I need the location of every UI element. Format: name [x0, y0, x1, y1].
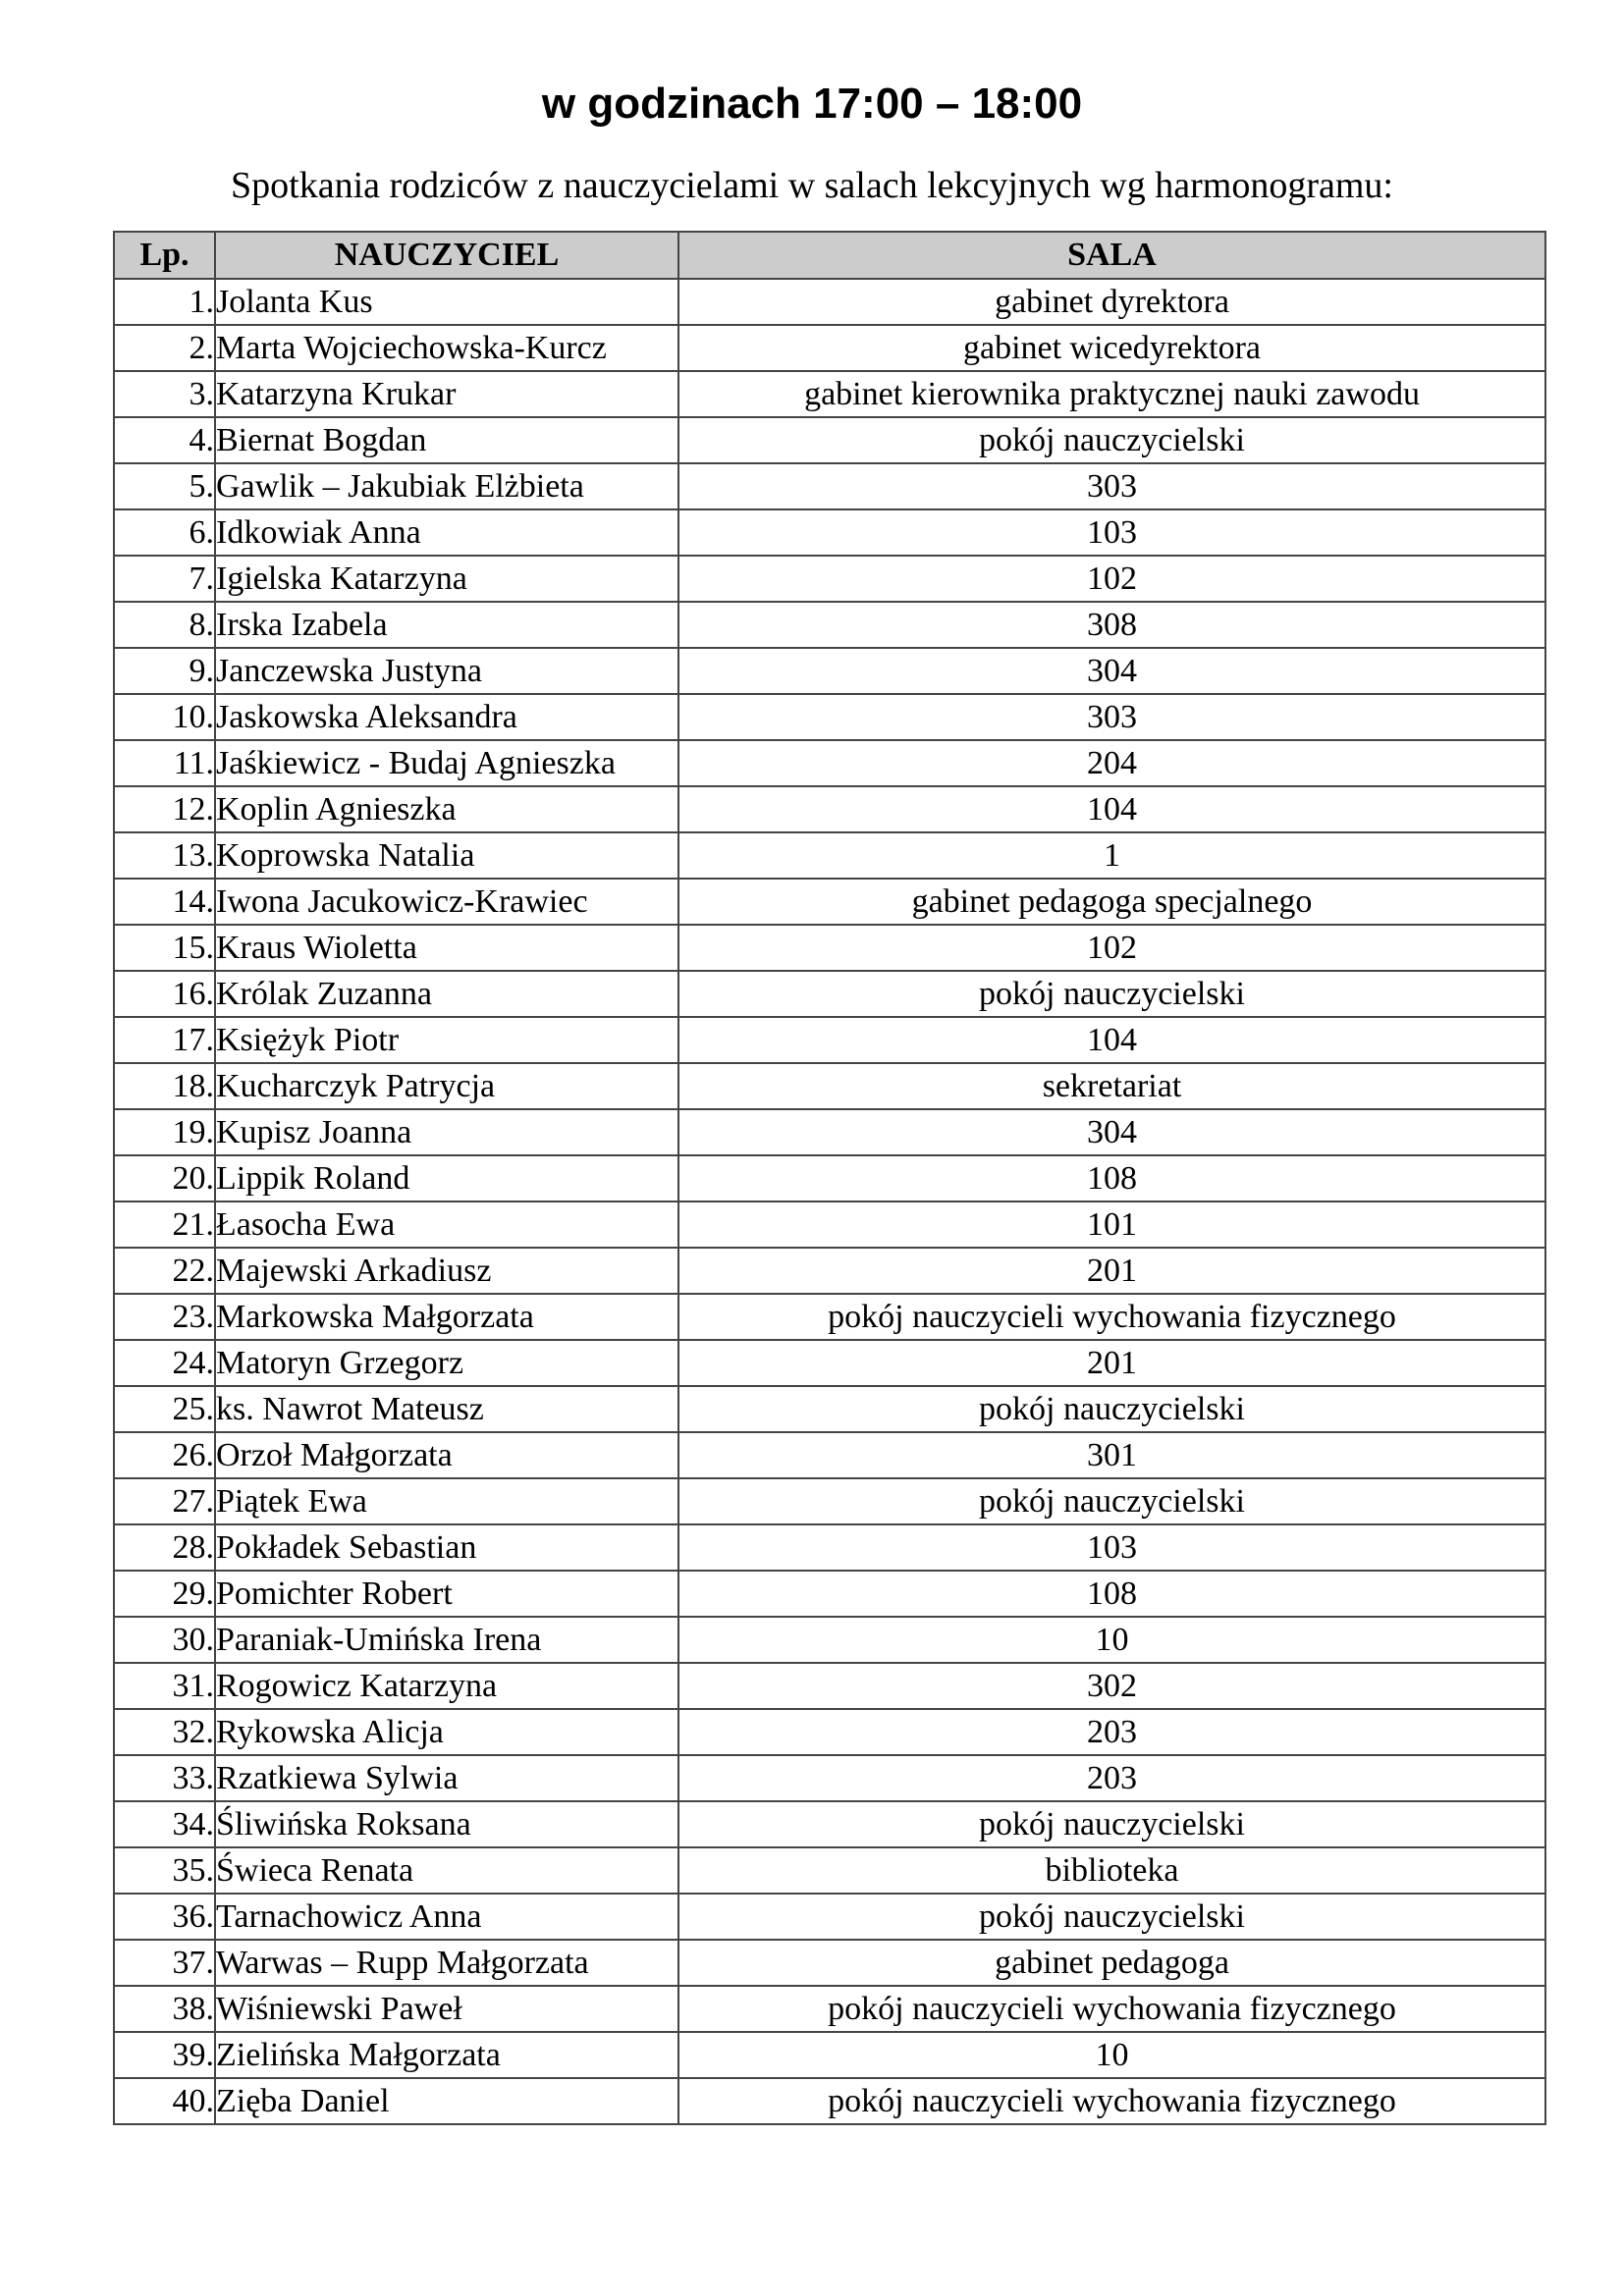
teacher-name: Koplin Agnieszka — [215, 786, 678, 832]
room-name: 204 — [678, 740, 1545, 786]
row-number: 35. — [114, 1847, 215, 1894]
table-row — [114, 1986, 1545, 2032]
room-name: 1 — [678, 832, 1545, 879]
row-number: 36. — [114, 1894, 215, 1940]
table-row — [114, 1801, 1545, 1847]
teacher-name: Pokładek Sebastian — [215, 1524, 678, 1571]
row-number: 24. — [114, 1340, 215, 1386]
teacher-name: Jolanta Kus — [215, 279, 678, 325]
row-number: 5. — [114, 463, 215, 509]
column-header-lp: Lp. — [114, 232, 215, 279]
teacher-name: Gawlik – Jakubiak Elżbieta — [215, 463, 678, 509]
row-number: 29. — [114, 1571, 215, 1617]
row-number: 26. — [114, 1432, 215, 1478]
room-name: 104 — [678, 786, 1545, 832]
table-row — [114, 648, 1545, 694]
row-number: 18. — [114, 1063, 215, 1109]
teacher-name: Zięba Daniel — [215, 2078, 678, 2124]
teacher-name: Księżyk Piotr — [215, 1017, 678, 1063]
room-name: sekretariat — [678, 1063, 1545, 1109]
table-row — [114, 1478, 1545, 1524]
row-number: 23. — [114, 1294, 215, 1340]
room-name: gabinet dyrektora — [678, 279, 1545, 325]
room-name: 303 — [678, 694, 1545, 740]
teacher-name: Pomichter Robert — [215, 1571, 678, 1617]
row-number: 38. — [114, 1986, 215, 2032]
teacher-name: Kupisz Joanna — [215, 1109, 678, 1155]
row-number: 25. — [114, 1386, 215, 1432]
row-number: 31. — [114, 1663, 215, 1709]
row-number: 7. — [114, 556, 215, 602]
teacher-name: Janczewska Justyna — [215, 648, 678, 694]
room-name: 102 — [678, 556, 1545, 602]
room-name: 101 — [678, 1201, 1545, 1248]
teacher-name: Świeca Renata — [215, 1847, 678, 1894]
table-row — [114, 509, 1545, 556]
room-name: gabinet pedagoga — [678, 1940, 1545, 1986]
table-row — [114, 1940, 1545, 1986]
table-row — [114, 1617, 1545, 1663]
room-name: 303 — [678, 463, 1545, 509]
table-row — [114, 832, 1545, 879]
teacher-name: Jaskowska Aleksandra — [215, 694, 678, 740]
teacher-name: Markowska Małgorzata — [215, 1294, 678, 1340]
room-name: 304 — [678, 648, 1545, 694]
page-title: w godzinach 17:00 – 18:00 — [541, 80, 1083, 128]
room-name: 10 — [678, 1617, 1545, 1663]
row-number: 32. — [114, 1709, 215, 1755]
table-row — [114, 1063, 1545, 1109]
row-number: 28. — [114, 1524, 215, 1571]
table-row — [114, 694, 1545, 740]
room-name: 10 — [678, 2032, 1545, 2078]
row-number: 16. — [114, 971, 215, 1017]
teacher-name: Królak Zuzanna — [215, 971, 678, 1017]
table-row — [114, 879, 1545, 925]
table-row — [114, 325, 1545, 371]
table-row — [114, 1847, 1545, 1894]
room-name: 308 — [678, 602, 1545, 648]
page-subtitle: Spotkania rodziców z nauczycielami w salach lekcyjnych wg harmonogramu: — [231, 165, 1393, 206]
teacher-name: Marta Wojciechowska-Kurcz — [215, 325, 678, 371]
row-number: 11. — [114, 740, 215, 786]
column-header-teacher: NAUCZYCIEL — [215, 232, 678, 279]
table-row — [114, 1894, 1545, 1940]
teacher-name: ks. Nawrot Mateusz — [215, 1386, 678, 1432]
row-number: 17. — [114, 1017, 215, 1063]
teacher-name: Kucharczyk Patrycja — [215, 1063, 678, 1109]
row-number: 19. — [114, 1109, 215, 1155]
table-row — [114, 463, 1545, 509]
table-row — [114, 786, 1545, 832]
table-body — [114, 279, 1545, 2124]
table-row — [114, 1524, 1545, 1571]
teacher-name: Rogowicz Katarzyna — [215, 1663, 678, 1709]
room-name: 301 — [678, 1432, 1545, 1478]
room-name: pokój nauczycieli wychowania fizycznego — [678, 2078, 1545, 2124]
teacher-name: Idkowiak Anna — [215, 509, 678, 556]
teacher-name: Katarzyna Krukar — [215, 371, 678, 417]
table-row — [114, 740, 1545, 786]
table-row — [114, 1201, 1545, 1248]
row-number: 4. — [114, 417, 215, 463]
teacher-name: Biernat Bogdan — [215, 417, 678, 463]
teacher-name: Śliwińska Roksana — [215, 1801, 678, 1847]
row-number: 10. — [114, 694, 215, 740]
table-row — [114, 1340, 1545, 1386]
room-name: gabinet kierownika praktycznej nauki zawodu — [678, 371, 1545, 417]
room-name: pokój nauczycielski — [678, 971, 1545, 1017]
teacher-name: Jaśkiewicz - Budaj Agnieszka — [215, 740, 678, 786]
teacher-name: Orzoł Małgorzata — [215, 1432, 678, 1478]
table-row — [114, 1109, 1545, 1155]
table-row — [114, 1294, 1545, 1340]
row-number: 20. — [114, 1155, 215, 1201]
table-row — [114, 1709, 1545, 1755]
teacher-room-table — [113, 231, 1546, 2125]
table-row — [114, 556, 1545, 602]
row-number: 13. — [114, 832, 215, 879]
table-row — [114, 2078, 1545, 2124]
room-name: 103 — [678, 1524, 1545, 1571]
table-row — [114, 1663, 1545, 1709]
room-name: pokój nauczycielski — [678, 417, 1545, 463]
room-name: 108 — [678, 1571, 1545, 1617]
table-row — [114, 1248, 1545, 1294]
room-name: biblioteka — [678, 1847, 1545, 1894]
table-row — [114, 2032, 1545, 2078]
table-row — [114, 602, 1545, 648]
teacher-name: Lippik Roland — [215, 1155, 678, 1201]
room-name: 203 — [678, 1755, 1545, 1801]
teacher-name: Wiśniewski Paweł — [215, 1986, 678, 2032]
table-row — [114, 1386, 1545, 1432]
teacher-name: Tarnachowicz Anna — [215, 1894, 678, 1940]
room-name: 203 — [678, 1709, 1545, 1755]
teacher-name: Rykowska Alicja — [215, 1709, 678, 1755]
teacher-name: Koprowska Natalia — [215, 832, 678, 879]
row-number: 2. — [114, 325, 215, 371]
teacher-name: Irska Izabela — [215, 602, 678, 648]
row-number: 30. — [114, 1617, 215, 1663]
teacher-name: Rzatkiewa Sylwia — [215, 1755, 678, 1801]
row-number: 27. — [114, 1478, 215, 1524]
room-name: 304 — [678, 1109, 1545, 1155]
row-number: 15. — [114, 925, 215, 971]
teacher-name: Iwona Jacukowicz-Krawiec — [215, 879, 678, 925]
table-row — [114, 1155, 1545, 1201]
row-number: 37. — [114, 1940, 215, 1986]
room-name: gabinet wicedyrektora — [678, 325, 1545, 371]
teacher-name: Igielska Katarzyna — [215, 556, 678, 602]
row-number: 6. — [114, 509, 215, 556]
teacher-name: Piątek Ewa — [215, 1478, 678, 1524]
row-number: 12. — [114, 786, 215, 832]
room-name: pokój nauczycieli wychowania fizycznego — [678, 1294, 1545, 1340]
table-row — [114, 1017, 1545, 1063]
table-row — [114, 279, 1545, 325]
table-row — [114, 1432, 1545, 1478]
table-row — [114, 1571, 1545, 1617]
row-number: 22. — [114, 1248, 215, 1294]
room-name: pokój nauczycielski — [678, 1801, 1545, 1847]
row-number: 8. — [114, 602, 215, 648]
room-name: 102 — [678, 925, 1545, 971]
teacher-name: Łasocha Ewa — [215, 1201, 678, 1248]
room-name: pokój nauczycieli wychowania fizycznego — [678, 1986, 1545, 2032]
row-number: 21. — [114, 1201, 215, 1248]
teacher-name: Warwas – Rupp Małgorzata — [215, 1940, 678, 1986]
row-number: 1. — [114, 279, 215, 325]
room-name: 201 — [678, 1340, 1545, 1386]
room-name: pokój nauczycielski — [678, 1894, 1545, 1940]
table-header-row — [114, 232, 1545, 279]
teacher-name: Kraus Wioletta — [215, 925, 678, 971]
teacher-name: Paraniak-Umińska Irena — [215, 1617, 678, 1663]
room-name: 108 — [678, 1155, 1545, 1201]
room-name: pokój nauczycielski — [678, 1478, 1545, 1524]
room-name: 302 — [678, 1663, 1545, 1709]
row-number: 9. — [114, 648, 215, 694]
table-row — [114, 417, 1545, 463]
room-name: 201 — [678, 1248, 1545, 1294]
teacher-name: Majewski Arkadiusz — [215, 1248, 678, 1294]
table-row — [114, 371, 1545, 417]
room-name: 104 — [678, 1017, 1545, 1063]
table-row — [114, 925, 1545, 971]
table-row — [114, 971, 1545, 1017]
column-header-room: SALA — [678, 232, 1545, 279]
room-name: 103 — [678, 509, 1545, 556]
room-name: pokój nauczycielski — [678, 1386, 1545, 1432]
teacher-name: Matoryn Grzegorz — [215, 1340, 678, 1386]
row-number: 33. — [114, 1755, 215, 1801]
room-name: gabinet pedagoga specjalnego — [678, 879, 1545, 925]
teacher-name: Zielińska Małgorzata — [215, 2032, 678, 2078]
row-number: 14. — [114, 879, 215, 925]
row-number: 34. — [114, 1801, 215, 1847]
row-number: 39. — [114, 2032, 215, 2078]
row-number: 3. — [114, 371, 215, 417]
row-number: 40. — [114, 2078, 215, 2124]
table-row — [114, 1755, 1545, 1801]
